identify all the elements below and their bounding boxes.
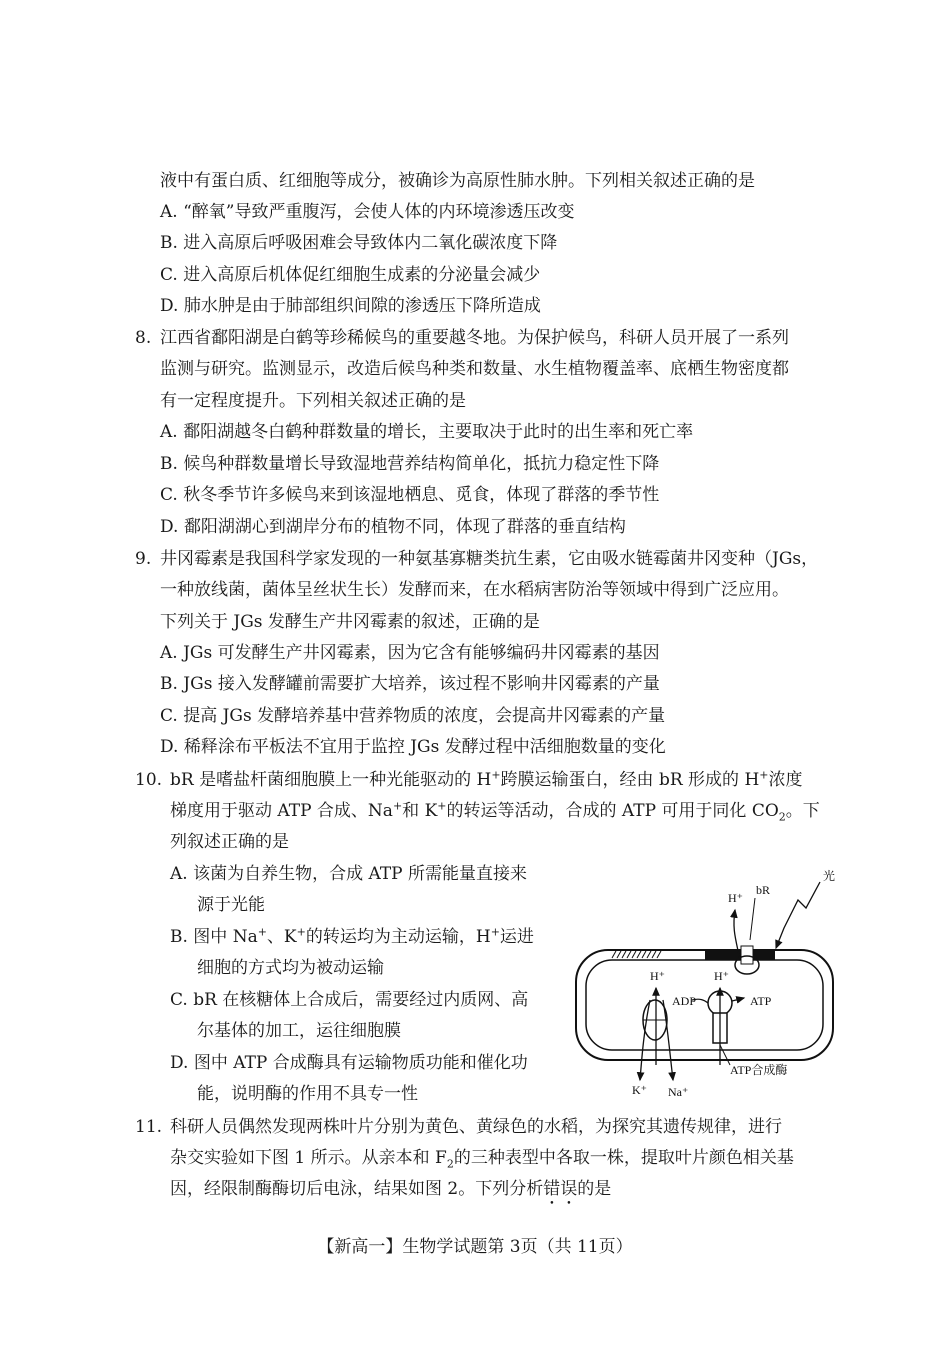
q10-option-b-line1: B. 图中 Na+、K+的转运均为主动运输，H+运进 bbox=[170, 925, 534, 947]
q10-option-d-line1: D. 图中 ATP 合成酶具有运输物质功能和催化功 bbox=[170, 1053, 528, 1073]
page-footer: 【新高一】生物学试题第 3页（共 11页） bbox=[317, 1237, 633, 1257]
q11-stem-line2: 杂交实验如下图 1 所示。从亲本和 $F_2$的三种表型中各取一株，提取叶片颜色相关基 bbox=[170, 1148, 794, 1171]
q10-stem-line3: 列叙述正确的是 bbox=[170, 832, 289, 852]
membrane-hatched-segment bbox=[612, 951, 661, 958]
q10-option-c-line2: 尔基体的加工，运往细胞膜 bbox=[197, 1021, 401, 1041]
light-label: 光 bbox=[823, 869, 836, 883]
atp-arrow bbox=[732, 998, 744, 1001]
q9-option-b: B. JGs 接入发酵罐前需要扩大培养，该过程不影响井冈霉素的产量 bbox=[160, 674, 660, 694]
br-membrane-diagram bbox=[570, 860, 845, 1100]
emphasized-word: 错误 bbox=[543, 1179, 578, 1199]
br-label: bR bbox=[756, 883, 771, 897]
q10-option-a-line1: A. 该菌为自养生物，合成 ATP 所需能量直接来 bbox=[170, 864, 528, 884]
q10-option-c-line1: C. bR 在核糖体上合成后，需要经过内质网、高 bbox=[170, 990, 529, 1010]
q10-option-d-line2: 能，说明酶的作用不具专一性 bbox=[197, 1084, 418, 1104]
q10-stem-line2: 梯度用于驱动 ATP 合成、Na+和 K+的转运等活动，合成的 ATP 可用于同化 $CO_2$。下 bbox=[170, 799, 820, 824]
q9-option-d: D. 稀释涂布平板法不宜用于监控 JGs 发酵过程中活细胞数量的变化 bbox=[160, 737, 666, 757]
h-plus-outside-label: H⁺ bbox=[728, 891, 743, 905]
q9-number: 9. bbox=[135, 549, 152, 569]
q9-option-a: A. JGs 可发酵生产井冈霉素，因为它含有能够编码井冈霉素的基因 bbox=[160, 643, 660, 663]
q11-stem-line1: 科研人员偶然发现两株叶片分别为黄色、黄绿色的水稻，为探究其遗传规律，进行 bbox=[170, 1117, 782, 1137]
cell-membrane-outer bbox=[576, 950, 833, 1060]
q10-number: 10. bbox=[135, 770, 163, 790]
q7-stem-continuation: 液中有蛋白质、红细胞等成分，被确诊为高原性肺水肿。下列相关叙述正确的是 bbox=[160, 171, 755, 191]
q11-number: 11. bbox=[135, 1117, 163, 1137]
br-channel bbox=[741, 946, 753, 964]
q8-stem-line3: 有一定程度提升。下列相关叙述正确的是 bbox=[160, 391, 466, 411]
q8-stem-line2: 监测与研究。监测显示，改造后候鸟种类和数量、水生植物覆盖率、底栖生物密度都 bbox=[160, 359, 789, 379]
q11-stem-line3: 因，经限制酶酶切后电泳，结果如图 2。下列分析错误的是 bbox=[170, 1179, 612, 1199]
q8-option-a: A. 鄱阳湖越冬白鹤种群数量的增长，主要取决于此时的出生率和死亡率 bbox=[160, 422, 694, 442]
q9-stem-line2: 一种放线菌，菌体呈丝状生长）发酵而来，在水稻病害防治等领域中得到广泛应用。 bbox=[160, 580, 789, 600]
q9-stem-line1: 井冈霉素是我国科学家发现的一种氨基寡糖类抗生素，它由吸水链霉菌井冈变种（JGs， bbox=[160, 549, 819, 569]
light-arrow bbox=[776, 882, 820, 948]
q10-option-b-line2: 细胞的方式均为被动运输 bbox=[197, 958, 384, 978]
atp-label: ATP bbox=[750, 994, 772, 1008]
q10-option-a-line2: 源于光能 bbox=[197, 895, 265, 915]
cell-membrane-inner bbox=[586, 960, 823, 1050]
h-plus-middle-label: H⁺ bbox=[714, 969, 729, 983]
adp-label: ADP bbox=[672, 994, 697, 1008]
q8-number: 8. bbox=[135, 328, 152, 348]
q7-option-b: B. 进入高原后呼吸困难会导致体内二氧化碳浓度下降 bbox=[160, 233, 558, 253]
h-plus-left-label: H⁺ bbox=[650, 969, 665, 983]
q7-option-a: A. “醉氧”导致严重腹泻，会使人体的内环境渗透压改变 bbox=[160, 202, 575, 222]
na-plus-label: Na⁺ bbox=[668, 1085, 689, 1099]
q8-stem-line1: 江西省鄱阳湖是白鹤等珍稀候鸟的重要越冬地。为保护候鸟，科研人员开展了一系列 bbox=[160, 328, 789, 348]
q8-option-d: D. 鄱阳湖湖心到湖岸分布的植物不同，体现了群落的垂直结构 bbox=[160, 517, 626, 537]
q10-stem-line1: bR 是嗜盐杆菌细胞膜上一种光能驱动的 H+跨膜运输蛋白，经由 bR 形成的 H+浓度 bbox=[170, 768, 803, 790]
atp-synthase-label: ATP合成酶 bbox=[730, 1063, 788, 1077]
q7-option-d: D. 肺水肿是由于肺部组织间隙的渗透压下降所造成 bbox=[160, 296, 541, 316]
na-plus-arrow bbox=[663, 1000, 673, 1080]
k-plus-label: K⁺ bbox=[632, 1083, 647, 1097]
q9-stem-line3: 下列关于 JGs 发酵生产井冈霉素的叙述，正确的是 bbox=[160, 612, 540, 632]
q8-option-c: C. 秋冬季节许多候鸟来到该湿地栖息、觅食，体现了群落的季节性 bbox=[160, 485, 660, 505]
q8-option-b: B. 候鸟种群数量增长导致湿地营养结构简单化，抵抗力稳定性下降 bbox=[160, 454, 660, 474]
q9-option-c: C. 提高 JGs 发酵培养基中营养物质的浓度，会提高井冈霉素的产量 bbox=[160, 706, 666, 726]
q7-option-c: C. 进入高原后机体促红细胞生成素的分泌量会减少 bbox=[160, 265, 541, 285]
